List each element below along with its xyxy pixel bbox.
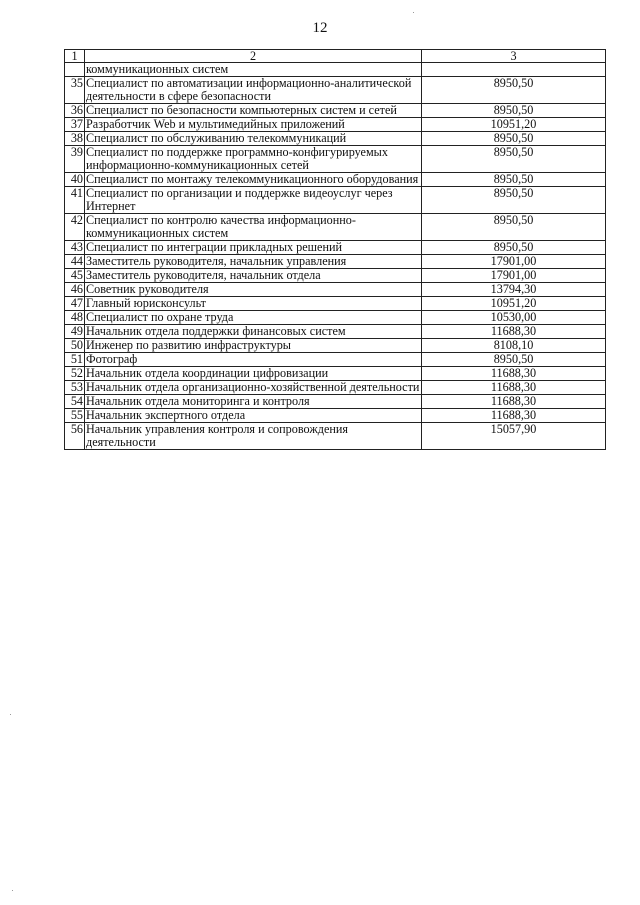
table-row (65, 423, 606, 450)
row-number: 41 (65, 187, 85, 214)
scan-speck (10, 714, 11, 715)
header-cell-2: 2 (85, 50, 422, 63)
position-title: Советник руководителя (85, 283, 422, 297)
header-cell-3: 3 (422, 50, 606, 63)
salary-value: 11688,30 (422, 409, 606, 423)
table-row (65, 118, 606, 132)
position-title: Специалист по обслуживанию телекоммуникаций (85, 132, 422, 146)
row-number: 55 (65, 409, 85, 423)
row-number: 40 (65, 173, 85, 187)
table-row (65, 187, 606, 214)
table-row (65, 173, 606, 187)
table-row (65, 367, 606, 381)
position-title: Начальник управления контроля и сопровождения деятельности (85, 423, 422, 450)
salary-value: 8108,10 (422, 339, 606, 353)
row-number: 35 (65, 77, 85, 104)
table-row (65, 395, 606, 409)
row-number: 48 (65, 311, 85, 325)
table-row (65, 311, 606, 325)
salary-value: 15057,90 (422, 423, 606, 450)
table-row (65, 241, 606, 255)
table-row (65, 339, 606, 353)
salary-value: 8950,50 (422, 132, 606, 146)
position-title: Специалист по контролю качества информационно-коммуникационных систем (85, 214, 422, 241)
position-title: Специалист по автоматизации информационно-аналитической деятельности в сфере безопасности (85, 77, 422, 104)
row-number: 47 (65, 297, 85, 311)
row-number: 56 (65, 423, 85, 450)
position-title: Разработчик Web и мультимедийных приложений (85, 118, 422, 132)
position-title: Специалист по поддержке программно-конфигурируемых информационно-коммуникационных сетей (85, 146, 422, 173)
row-number: 39 (65, 146, 85, 173)
salary-value: 8950,50 (422, 77, 606, 104)
position-title: Начальник экспертного отдела (85, 409, 422, 423)
row-number: 50 (65, 339, 85, 353)
row-number: 42 (65, 214, 85, 241)
salary-value: 11688,30 (422, 325, 606, 339)
row-number: 53 (65, 381, 85, 395)
table-row (65, 409, 606, 423)
position-title: Специалист по монтажу телекоммуникационного оборудования (85, 173, 422, 187)
table-body (65, 63, 606, 450)
table-row (65, 269, 606, 283)
position-title: коммуникационных систем (85, 63, 422, 77)
table-row (65, 255, 606, 269)
salary-value: 10951,20 (422, 118, 606, 132)
table-row (65, 214, 606, 241)
row-number: 49 (65, 325, 85, 339)
salary-value: 11688,30 (422, 395, 606, 409)
salary-value: 11688,30 (422, 381, 606, 395)
row-number: 46 (65, 283, 85, 297)
position-title: Главный юрисконсульт (85, 297, 422, 311)
position-title: Специалист по безопасности компьютерных систем и сетей (85, 104, 422, 118)
salary-value: 8950,50 (422, 187, 606, 214)
row-number: 37 (65, 118, 85, 132)
row-number: 54 (65, 395, 85, 409)
table-row (65, 297, 606, 311)
salary-value: 17901,00 (422, 255, 606, 269)
table-row (65, 104, 606, 118)
table-row (65, 325, 606, 339)
position-title: Начальник отдела координации цифровизации (85, 367, 422, 381)
row-number: 38 (65, 132, 85, 146)
position-title: Специалист по интеграции прикладных решений (85, 241, 422, 255)
table-row (65, 132, 606, 146)
scan-speck (413, 12, 414, 13)
row-number: 43 (65, 241, 85, 255)
position-title: Фотограф (85, 353, 422, 367)
table-row (65, 381, 606, 395)
position-title: Заместитель руководителя, начальник отдела (85, 269, 422, 283)
salary-value: 8950,50 (422, 146, 606, 173)
table-row (65, 353, 606, 367)
page-number: 12 (312, 20, 328, 36)
salary-value (422, 63, 606, 77)
salary-value: 8950,50 (422, 173, 606, 187)
salary-value: 10951,20 (422, 297, 606, 311)
row-number: 52 (65, 367, 85, 381)
table-row (65, 283, 606, 297)
salary-value: 13794,30 (422, 283, 606, 297)
salary-value: 8950,50 (422, 104, 606, 118)
salary-value: 8950,50 (422, 214, 606, 241)
table-row (65, 146, 606, 173)
salary-value: 8950,50 (422, 353, 606, 367)
salary-table (64, 49, 606, 450)
position-title: Начальник отдела мониторинга и контроля (85, 395, 422, 409)
row-number: 44 (65, 255, 85, 269)
row-number: 51 (65, 353, 85, 367)
row-number: 36 (65, 104, 85, 118)
salary-value: 17901,00 (422, 269, 606, 283)
row-number (65, 63, 85, 77)
table-row (65, 77, 606, 104)
salary-value: 10530,00 (422, 311, 606, 325)
position-title: Специалист по организации и поддержке видеоуслуг через Интернет (85, 187, 422, 214)
position-title: Начальник отдела поддержки финансовых систем (85, 325, 422, 339)
continuation-row (65, 63, 606, 77)
salary-value: 8950,50 (422, 241, 606, 255)
position-title: Инженер по развитию инфраструктуры (85, 339, 422, 353)
scan-speck (12, 890, 13, 891)
header-cell-1: 1 (65, 50, 85, 63)
table-header (65, 50, 606, 63)
salary-value: 11688,30 (422, 367, 606, 381)
position-title: Заместитель руководителя, начальник управления (85, 255, 422, 269)
row-number: 45 (65, 269, 85, 283)
position-title: Начальник отдела организационно-хозяйственной деятельности (85, 381, 422, 395)
position-title: Специалист по охране труда (85, 311, 422, 325)
